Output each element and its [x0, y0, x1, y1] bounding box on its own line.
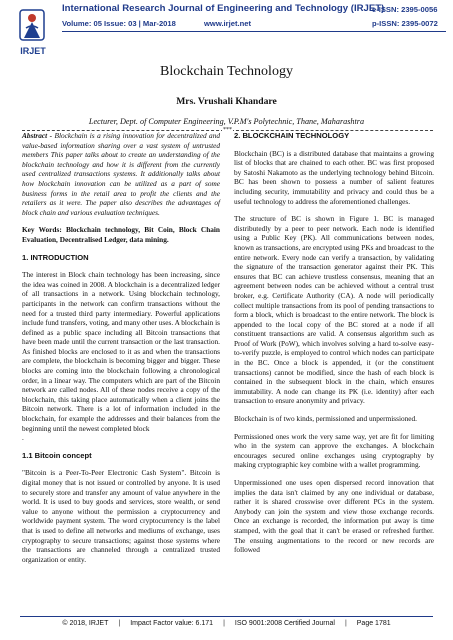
introduction-heading: 1. INTRODUCTION	[22, 252, 89, 262]
volume-info: Volume: 05 Issue: 03 | Mar-2018	[62, 19, 176, 28]
divider-stars: ***	[223, 127, 232, 133]
journal-title: International Research Journal of Engineering and Technology (IRJET)	[62, 3, 385, 14]
blockchain-paragraph-4: Permissioned ones work the very same way, yet are fit for limiting who in the system can approve the exchanges. A blockchain encourages secured online exchanges using cryptography by making cryptographic key combine with a wallet programming.	[234, 431, 434, 470]
paper-title: Blockchain Technology	[160, 64, 293, 79]
abstract-label: Abstract -	[22, 131, 53, 140]
footer-rule	[20, 616, 433, 617]
e-issn: e-ISSN: 2395-0056	[372, 5, 438, 14]
journal-header	[0, 0, 453, 66]
footer-divider: |	[118, 620, 121, 627]
author-affiliation: Lecturer, Dept. of Computer Engineering, V.P.M's Polytechnic, Thane, Maharashtra	[88, 117, 365, 126]
blockchain-paragraph-1: Blockchain (BC) is a distributed database that maintains a growing list of blocks that are chained to each other. BC was first proposed by Satoshi Nakamoto as the underlying technology behind Bitcoin. BC has been shown to possess a number of salient features including security, immutability and privacy and could thus be a useful technology to address the aforementioned challenges.	[234, 148, 434, 206]
blockchain-technology-heading: 2. BLOCKCHAIN TECHNOLOGY	[234, 131, 350, 140]
logo-figure-icon	[14, 6, 50, 48]
journal-footer	[0, 620, 453, 627]
blockchain-paragraph-2: The structure of BC is shown in Figure 1. BC is managed distributedly by a peer to peer network. Each node is identified using a Public Key (PK). All communications between nodes, known as transactions, are encrypted using PKs and broadcast to the entire network. Every node can verify a transaction, by validating the signature of the transaction generator against their PK. This ensures that BC can achieve trustless consensus, meaning that an agreement between nodes can be achieved without a central trust broker, e.g. Certificate Authority (CA). A node will periodically collect multiple transactions from its pool of pending transactions to form a block, which is broadcast to the entire network. The block is appended to the local copy of the BC stored at a node if all constituent transactions are valid. A consensus algorithm such as Proof of Work (PoW), which involves solving a hard to-solve easy-to-verify puzzle, is employed to control which nodes can participate in the BC. Once a block is appended, it (or the constituent transactions) cannot be modified, since the hash of each block is contained in the subsequent block in the chain, which ensures immutability. A node can change its PK (i.e. identity) after each transaction to ensure anonymity and privacy.	[234, 214, 434, 406]
footer-divider: |	[223, 620, 225, 627]
footer-copyright: © 2018, IRJET	[62, 620, 109, 627]
bitcoin-concept-heading: 1.1 Bitcoin concept	[22, 450, 92, 460]
keywords-label: Key Words:	[22, 225, 62, 235]
introduction-body: The interest in Block chain technology has been increasing, since the idea was coined in 2008. A blockchain is a decentralized ledger of all transactions in a network. Using blockchain technology, participants in the network can confirm transactions without the need for a trusted third party intermediary. Powerful applications include fund transfers, voting, and many other uses. A blockchain is defined as a public space including all Bitcoin transactions that have been made until the current transaction or the last transaction. As finished blocks are enclosed to it as and when the transactions are complete, the blockchain is becoming bigger and bigger. These blocks are coming into the blockchain following a chronological order, in a linear way. The computers which are part of the Bitcoin network are called nodes. All of these nodes receive a copy of the blockchain, this taking place automatically when a client joins the Bitcoin network. There is a lot of information included in the blockchain, for example the addresses and their balances from the beginning until the newest completed block	[22, 270, 220, 433]
footer-iso: ISO 9001:2008 Certified Journal	[234, 620, 335, 627]
website-link[interactable]: www.irjet.net	[204, 19, 251, 28]
footer-impact-factor: Impact Factor value: 6.171	[130, 620, 214, 627]
header-rule	[62, 31, 446, 32]
introduction-dot: .	[22, 433, 24, 443]
abstract	[22, 131, 220, 217]
bitcoin-concept-text: "Bitcoin is a Peer-To-Peer Electronic Cash System". Bitcoin is digital money that is not issued or controlled by anyone. It is used to securely store and transfer any amount of value anywhere in the world. It is used to buy goods and services, store wealth, or send value to anyone without the permission a cryptocurrency and worldwide payment system. The word cryptocurrency is the label that is used to define all networks and mediums of exchange, uses cryptography to secure transactions; against those systems where the transactions are channeled through a centralized trusted organization or entity.	[22, 468, 220, 564]
p-issn: p-ISSN: 2395-0072	[372, 19, 438, 28]
author-name: Mrs. Vrushali Khandare	[176, 96, 277, 107]
keywords	[22, 225, 220, 244]
logo-text: IRJET	[20, 46, 46, 56]
keywords-text: Blockchain technology, Bit Coin, Block Chain Evaluation, Decentralised Ledger, data mining.	[22, 225, 220, 244]
abstract-text: Blockchain is a rising innovation for decentralized and value-based information sharing over a vast system of untrusted members This paper talks about to create an understanding of the blockchain technology and how it is different from the currently used centralized transactions systems. It additionally talks about how blockchain innovation can be utilized as a part of some business forms in the retail area to profit the clients and the retailers as it were. The paper also describes the advantages of block chain and various evaluation techniques.	[22, 131, 221, 217]
footer-divider: |	[344, 620, 347, 627]
left-column	[22, 131, 220, 572]
irjet-logo	[14, 6, 50, 48]
blockchain-paragraph-3: Blockchain is of two kinds, permissioned and unpermissioned.	[234, 414, 418, 424]
introduction-text	[22, 270, 220, 443]
right-column	[234, 131, 434, 563]
blockchain-paragraph-5: Unpermissioned one uses open dispersed record innovation that implies the data isn't claimed by any one individual or database, rather it is shared crosswise over different PCs in the system. Anybody can join the system and view those exchange records. Once an exchange is recorded, the information put away is time stamped, with the goal that it can't be erased or refreshed further. The ensuing augmentations to the record or new records are followed	[234, 478, 434, 555]
footer-page-number: Page 1781	[356, 620, 391, 627]
